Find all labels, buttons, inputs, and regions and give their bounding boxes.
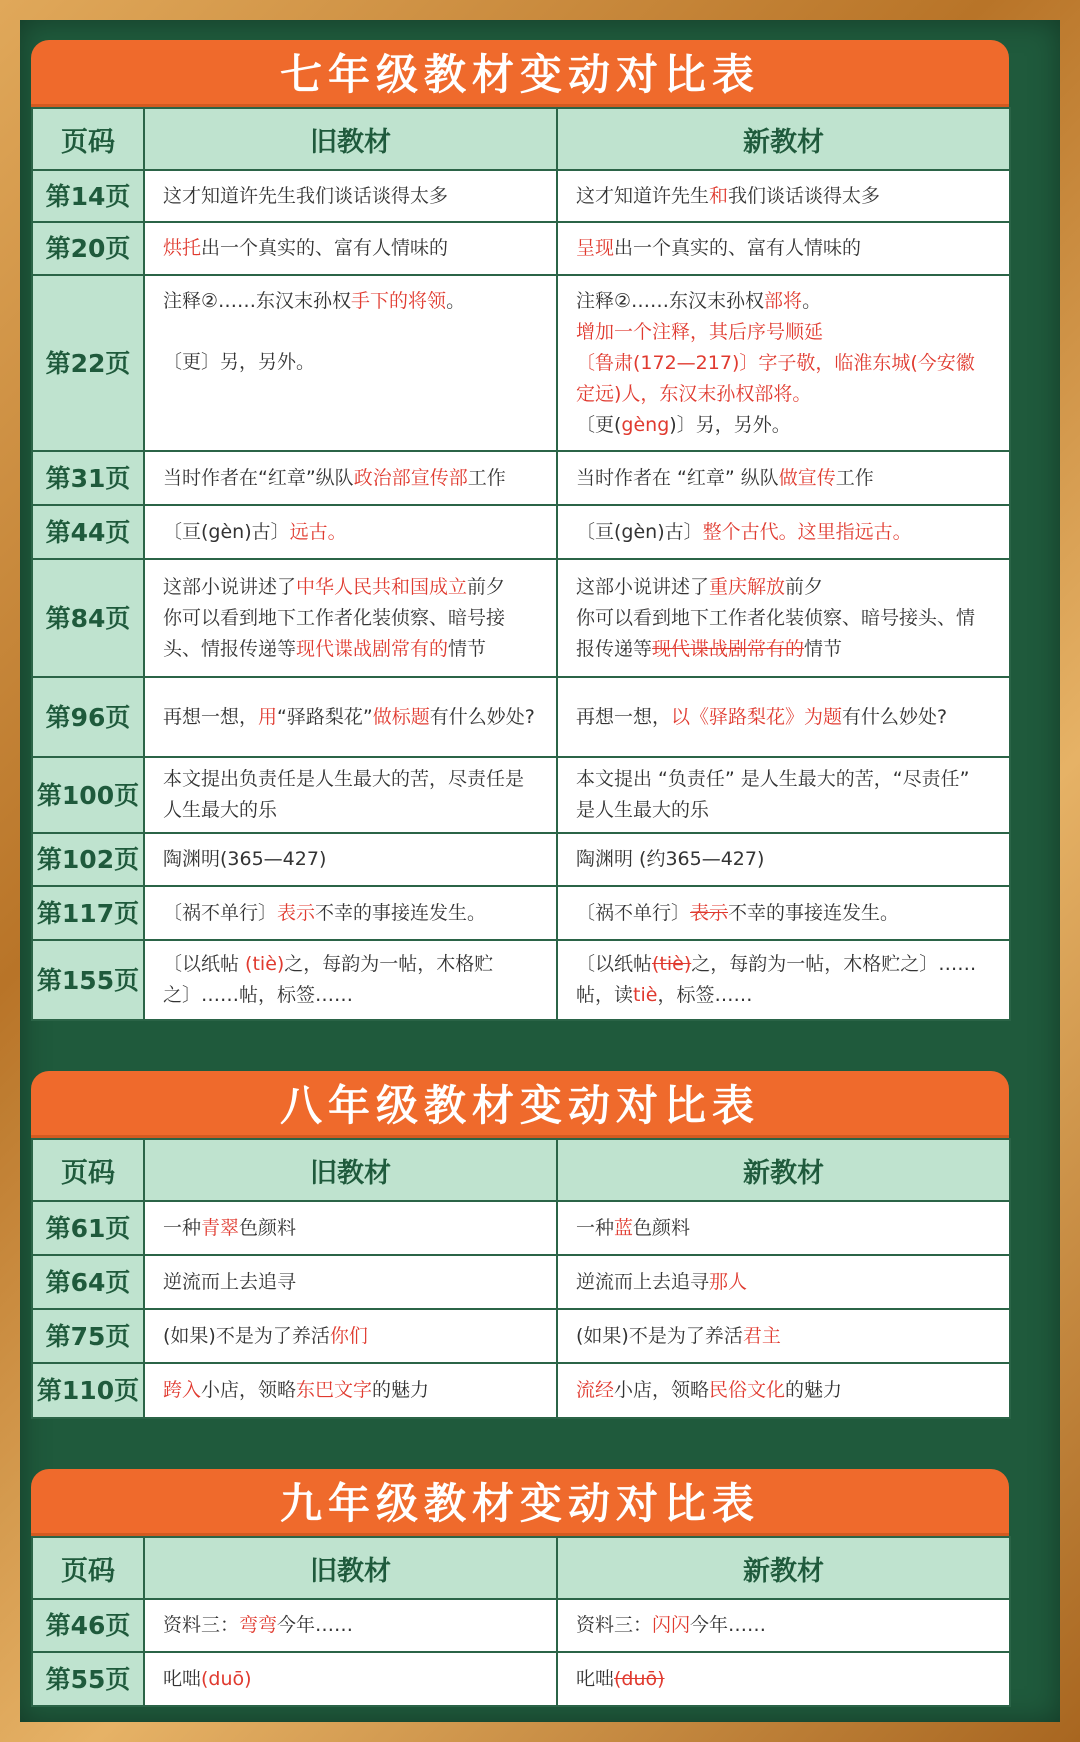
page-number: 第31页 bbox=[32, 451, 144, 505]
plain-text: 逆流而上去追寻 bbox=[576, 1270, 710, 1293]
text-line bbox=[163, 286, 538, 317]
page-number: 第117页 bbox=[32, 886, 144, 940]
table-row bbox=[32, 886, 1010, 940]
old-text bbox=[144, 170, 557, 222]
section-title: 七年级教材变动对比表 bbox=[31, 40, 1009, 107]
plain-text: 有什么妙处? bbox=[429, 705, 535, 728]
header-page: 页码 bbox=[32, 108, 144, 170]
text-line bbox=[576, 1321, 991, 1352]
page-number: 第20页 bbox=[32, 222, 144, 275]
text-line bbox=[163, 949, 538, 1011]
text-line bbox=[576, 410, 991, 441]
text-line bbox=[163, 1267, 538, 1298]
text-line bbox=[163, 347, 538, 378]
text-line bbox=[576, 1664, 991, 1695]
plain-text: 再想一想， bbox=[576, 705, 672, 728]
changed-text: 呈现 bbox=[576, 237, 615, 259]
old-text bbox=[144, 1363, 557, 1418]
plain-text: 的魅力 bbox=[372, 1379, 430, 1401]
new-text bbox=[557, 505, 1010, 559]
table-row bbox=[32, 1363, 1010, 1418]
text-line bbox=[163, 463, 538, 494]
plain-text: 本文提出 “负责任” 是人生最大的苦，“尽责任” 是人生最大的乐 bbox=[576, 768, 970, 821]
plain-text: 〔亘(gèn)古〕 bbox=[576, 520, 703, 543]
plain-text: 当时作者在 “红章” 纵队 bbox=[576, 466, 779, 489]
plain-text: 注释②……东汉末孙权 bbox=[576, 289, 765, 312]
page-number: 第64页 bbox=[32, 1255, 144, 1309]
deleted-text: (tiè) bbox=[652, 953, 692, 975]
changed-text: 流经 bbox=[576, 1379, 615, 1401]
plain-text: 本文提出负责任是人生最大的苦，尽责任是人生最大的乐 bbox=[163, 768, 525, 821]
section-title: 九年级教材变动对比表 bbox=[31, 1469, 1009, 1536]
changed-text: 那人 bbox=[709, 1270, 748, 1293]
section-grade9 bbox=[31, 1469, 1009, 1707]
plain-text: ，标签…… bbox=[657, 984, 753, 1006]
header-old: 旧教材 bbox=[144, 1139, 557, 1201]
changed-text: 蓝 bbox=[614, 1216, 634, 1239]
plain-text: 今年…… bbox=[690, 1614, 767, 1636]
old-text bbox=[144, 451, 557, 505]
plain-text: 小店，领略 bbox=[614, 1379, 710, 1401]
page-number: 第44页 bbox=[32, 505, 144, 559]
plain-text: 这才知道许先生我们谈话谈得太多 bbox=[163, 184, 449, 207]
header-old: 旧教材 bbox=[144, 108, 557, 170]
page-number: 第100页 bbox=[32, 757, 144, 833]
new-text bbox=[557, 1652, 1010, 1706]
changed-text: 部将 bbox=[764, 289, 803, 312]
page-number: 第14页 bbox=[32, 170, 144, 222]
table-row bbox=[32, 275, 1010, 451]
plain-text: 你可以看到地下工作者化装侦察、暗号接头、情报传递等 bbox=[163, 606, 506, 660]
header-page: 页码 bbox=[32, 1139, 144, 1201]
text-line bbox=[163, 1321, 538, 1352]
comparison-table bbox=[31, 1138, 1011, 1419]
text-line bbox=[163, 898, 538, 929]
page-number: 第46页 bbox=[32, 1599, 144, 1652]
plain-text: 有什么妙处? bbox=[842, 705, 948, 728]
old-text bbox=[144, 833, 557, 886]
plain-text: 陶渊明 (约365—427) bbox=[576, 848, 765, 870]
text-line bbox=[163, 764, 538, 826]
comparison-table bbox=[31, 1536, 1011, 1707]
old-text bbox=[144, 1255, 557, 1309]
table-header-row bbox=[32, 108, 1010, 170]
changed-text: 重庆解放 bbox=[709, 575, 786, 598]
changed-text: 做宣传 bbox=[778, 466, 836, 489]
plain-text: “驿路梨花” bbox=[277, 705, 373, 728]
page-number: 第75页 bbox=[32, 1309, 144, 1363]
header-new: 新教材 bbox=[557, 108, 1010, 170]
text-line bbox=[163, 1213, 538, 1244]
table-header-row bbox=[32, 1537, 1010, 1599]
changed-text: 政治部宣传部 bbox=[353, 466, 468, 489]
deleted-text: (duō) bbox=[614, 1667, 665, 1690]
old-text bbox=[144, 757, 557, 833]
plain-text: 一种 bbox=[163, 1216, 202, 1239]
old-text bbox=[144, 222, 557, 275]
new-text bbox=[557, 559, 1010, 677]
changed-text: 以《驿路梨花》为题 bbox=[671, 705, 843, 728]
page-number: 第55页 bbox=[32, 1652, 144, 1706]
plain-text: 这部小说讲述了 bbox=[576, 575, 710, 598]
old-text bbox=[144, 559, 557, 677]
changed-text: 跨入 bbox=[163, 1379, 202, 1401]
text-line bbox=[576, 317, 991, 348]
changed-text: 东巴文字 bbox=[296, 1379, 373, 1401]
changed-text: 〔鲁肃(172—217)〕字子敬，临淮东城(今安徽定远)人，东汉末孙权部将。 bbox=[576, 351, 975, 405]
changed-text: 做标题 bbox=[372, 705, 430, 728]
plain-text: 情节 bbox=[804, 637, 843, 660]
new-text bbox=[557, 1363, 1010, 1418]
text-line bbox=[163, 702, 538, 733]
plain-text: 〔祸不单行〕 bbox=[163, 901, 278, 924]
plain-text: 这才知道许先生 bbox=[576, 184, 710, 207]
new-text bbox=[557, 1255, 1010, 1309]
table-row bbox=[32, 559, 1010, 677]
plain-text: 〔亘(gèn)古〕 bbox=[163, 520, 290, 543]
table-row bbox=[32, 1201, 1010, 1255]
new-text bbox=[557, 757, 1010, 833]
text-line bbox=[576, 517, 991, 548]
plain-text: 我们谈话谈得太多 bbox=[728, 184, 881, 207]
page-number: 第96页 bbox=[32, 677, 144, 757]
plain-text: 。 bbox=[802, 289, 822, 312]
changed-text: 弯弯 bbox=[239, 1614, 278, 1636]
text-line bbox=[163, 844, 538, 875]
plain-text: 不幸的事接连发生。 bbox=[728, 901, 900, 924]
old-text bbox=[144, 275, 557, 451]
section-grade7 bbox=[31, 40, 1009, 1021]
plain-text: 注释②……东汉末孙权 bbox=[163, 290, 352, 312]
plain-text: 。 bbox=[446, 290, 466, 312]
text-line bbox=[576, 286, 991, 317]
page-number: 第61页 bbox=[32, 1201, 144, 1255]
plain-text: 资料三： bbox=[163, 1614, 240, 1636]
old-text bbox=[144, 1599, 557, 1652]
changed-text: 闪闪 bbox=[652, 1614, 691, 1636]
section-title: 八年级教材变动对比表 bbox=[31, 1071, 1009, 1138]
line-gap bbox=[163, 317, 538, 347]
changed-text: 手下的将领 bbox=[351, 290, 447, 312]
table-row bbox=[32, 1255, 1010, 1309]
plain-text: 小店，领略 bbox=[201, 1379, 297, 1401]
text-line bbox=[576, 572, 991, 603]
plain-text: 工作 bbox=[835, 466, 874, 489]
changed-text: 增加一个注释，其后序号顺延 bbox=[576, 320, 824, 343]
text-line bbox=[576, 463, 991, 494]
text-line bbox=[576, 181, 991, 212]
page-number: 第155页 bbox=[32, 940, 144, 1020]
plain-text: 逆流而上去追寻 bbox=[163, 1270, 297, 1293]
text-line bbox=[163, 1664, 538, 1695]
plain-text: 〔以纸帖 bbox=[576, 953, 653, 975]
table-header-row bbox=[32, 1139, 1010, 1201]
new-text bbox=[557, 275, 1010, 451]
table-row bbox=[32, 451, 1010, 505]
old-text bbox=[144, 1309, 557, 1363]
old-text bbox=[144, 677, 557, 757]
text-line bbox=[576, 844, 991, 875]
text-line bbox=[576, 1610, 991, 1641]
page-number: 第102页 bbox=[32, 833, 144, 886]
plain-text: 情节 bbox=[448, 637, 487, 660]
plain-text: 〔祸不单行〕 bbox=[576, 901, 691, 924]
plain-text: 的魅力 bbox=[785, 1379, 843, 1401]
changed-text: 现代谍战剧常有的 bbox=[296, 637, 449, 660]
plain-text: 工作 bbox=[467, 466, 506, 489]
changed-text: 远古。 bbox=[289, 520, 347, 543]
new-text bbox=[557, 677, 1010, 757]
header-new: 新教材 bbox=[557, 1139, 1010, 1201]
changed-text: 君主 bbox=[742, 1324, 781, 1347]
page-number: 第110页 bbox=[32, 1363, 144, 1418]
new-text bbox=[557, 886, 1010, 940]
plain-text: 前夕 bbox=[785, 575, 824, 598]
text-line bbox=[163, 603, 538, 665]
deleted-text: 表示 bbox=[690, 901, 729, 924]
changed-text: (tiè) bbox=[245, 953, 285, 975]
table-row bbox=[32, 1652, 1010, 1706]
old-text bbox=[144, 886, 557, 940]
header-old: 旧教材 bbox=[144, 1537, 557, 1599]
plain-text: 之，每韵为一帖，木格贮之〕……帖，标签…… bbox=[163, 953, 494, 1006]
plain-text: (如果)不是为了养活 bbox=[576, 1324, 743, 1347]
changed-text: tiè bbox=[633, 984, 658, 1006]
changed-text: 表示 bbox=[277, 901, 316, 924]
plain-text: 出一个真实的、富有人情味的 bbox=[614, 237, 862, 259]
plain-text: 陶渊明(365—427) bbox=[163, 848, 327, 870]
plain-text: 〔以纸帖 bbox=[163, 953, 246, 975]
table-row bbox=[32, 505, 1010, 559]
new-text bbox=[557, 1201, 1010, 1255]
header-page: 页码 bbox=[32, 1537, 144, 1599]
plain-text: 叱咄 bbox=[163, 1667, 202, 1690]
deleted-text: 现代谍战剧常有的 bbox=[652, 637, 805, 660]
changed-text: 中华人民共和国成立 bbox=[296, 575, 468, 598]
changed-text: 和 bbox=[709, 184, 729, 207]
old-text bbox=[144, 940, 557, 1020]
changed-text: 用 bbox=[258, 705, 278, 728]
text-line bbox=[163, 1375, 538, 1406]
old-text bbox=[144, 1652, 557, 1706]
plain-text: 〔更( bbox=[576, 413, 622, 436]
changed-text: 民俗文化 bbox=[709, 1379, 786, 1401]
text-line bbox=[163, 181, 538, 212]
plain-text: 色颜料 bbox=[633, 1216, 691, 1239]
changed-text: 烘托 bbox=[163, 237, 202, 259]
plain-text: 当时作者在“红章”纵队 bbox=[163, 466, 354, 489]
text-line bbox=[576, 949, 991, 1011]
text-line bbox=[576, 898, 991, 929]
plain-text: 这部小说讲述了 bbox=[163, 575, 297, 598]
new-text bbox=[557, 222, 1010, 275]
table-row bbox=[32, 757, 1010, 833]
plain-text: (如果)不是为了养活 bbox=[163, 1324, 330, 1347]
new-text bbox=[557, 170, 1010, 222]
section-grade8 bbox=[31, 1071, 1009, 1419]
text-line bbox=[163, 517, 538, 548]
plain-text: 叱咄 bbox=[576, 1667, 615, 1690]
changed-text: 你们 bbox=[329, 1324, 368, 1347]
plain-text: 出一个真实的、富有人情味的 bbox=[201, 237, 449, 259]
table-row bbox=[32, 833, 1010, 886]
old-text bbox=[144, 505, 557, 559]
plain-text: 资料三： bbox=[576, 1614, 653, 1636]
plain-text: 色颜料 bbox=[239, 1216, 297, 1239]
old-text bbox=[144, 1201, 557, 1255]
text-line bbox=[576, 603, 991, 665]
text-line bbox=[163, 572, 538, 603]
text-line bbox=[576, 1213, 991, 1244]
plain-text: 之，每韵为一帖，木格贮之〕……帖，读 bbox=[576, 953, 977, 1006]
text-line bbox=[576, 702, 991, 733]
page-number: 第22页 bbox=[32, 275, 144, 451]
changed-text: gèng bbox=[621, 413, 670, 436]
plain-text: 〔更〕另，另外。 bbox=[163, 351, 316, 373]
new-text bbox=[557, 940, 1010, 1020]
new-text bbox=[557, 451, 1010, 505]
changed-text: (duō) bbox=[201, 1667, 252, 1690]
text-line bbox=[576, 1375, 991, 1406]
text-line bbox=[576, 764, 991, 826]
plain-text: 再想一想， bbox=[163, 705, 259, 728]
changed-text: 整个古代。这里指远古。 bbox=[702, 520, 912, 543]
table-row bbox=[32, 1309, 1010, 1363]
page-number: 第84页 bbox=[32, 559, 144, 677]
table-row bbox=[32, 1599, 1010, 1652]
text-line bbox=[576, 348, 991, 410]
changed-text: 青翠 bbox=[201, 1216, 240, 1239]
plain-text: 不幸的事接连发生。 bbox=[315, 901, 487, 924]
comparison-table bbox=[31, 107, 1011, 1021]
table-row bbox=[32, 940, 1010, 1020]
plain-text: )〕另，另外。 bbox=[669, 413, 791, 436]
table-row bbox=[32, 222, 1010, 275]
text-line bbox=[576, 233, 991, 264]
header-new: 新教材 bbox=[557, 1537, 1010, 1599]
new-text bbox=[557, 1309, 1010, 1363]
text-line bbox=[163, 1610, 538, 1641]
plain-text: 你可以看到地下工作者化装侦察、暗号接头、情报传递等 bbox=[576, 606, 976, 660]
table-row bbox=[32, 170, 1010, 222]
plain-text: 今年…… bbox=[277, 1614, 354, 1636]
new-text bbox=[557, 833, 1010, 886]
text-line bbox=[576, 1267, 991, 1298]
text-line bbox=[163, 233, 538, 264]
table-row bbox=[32, 677, 1010, 757]
new-text bbox=[557, 1599, 1010, 1652]
plain-text: 一种 bbox=[576, 1216, 615, 1239]
plain-text: 前夕 bbox=[467, 575, 506, 598]
